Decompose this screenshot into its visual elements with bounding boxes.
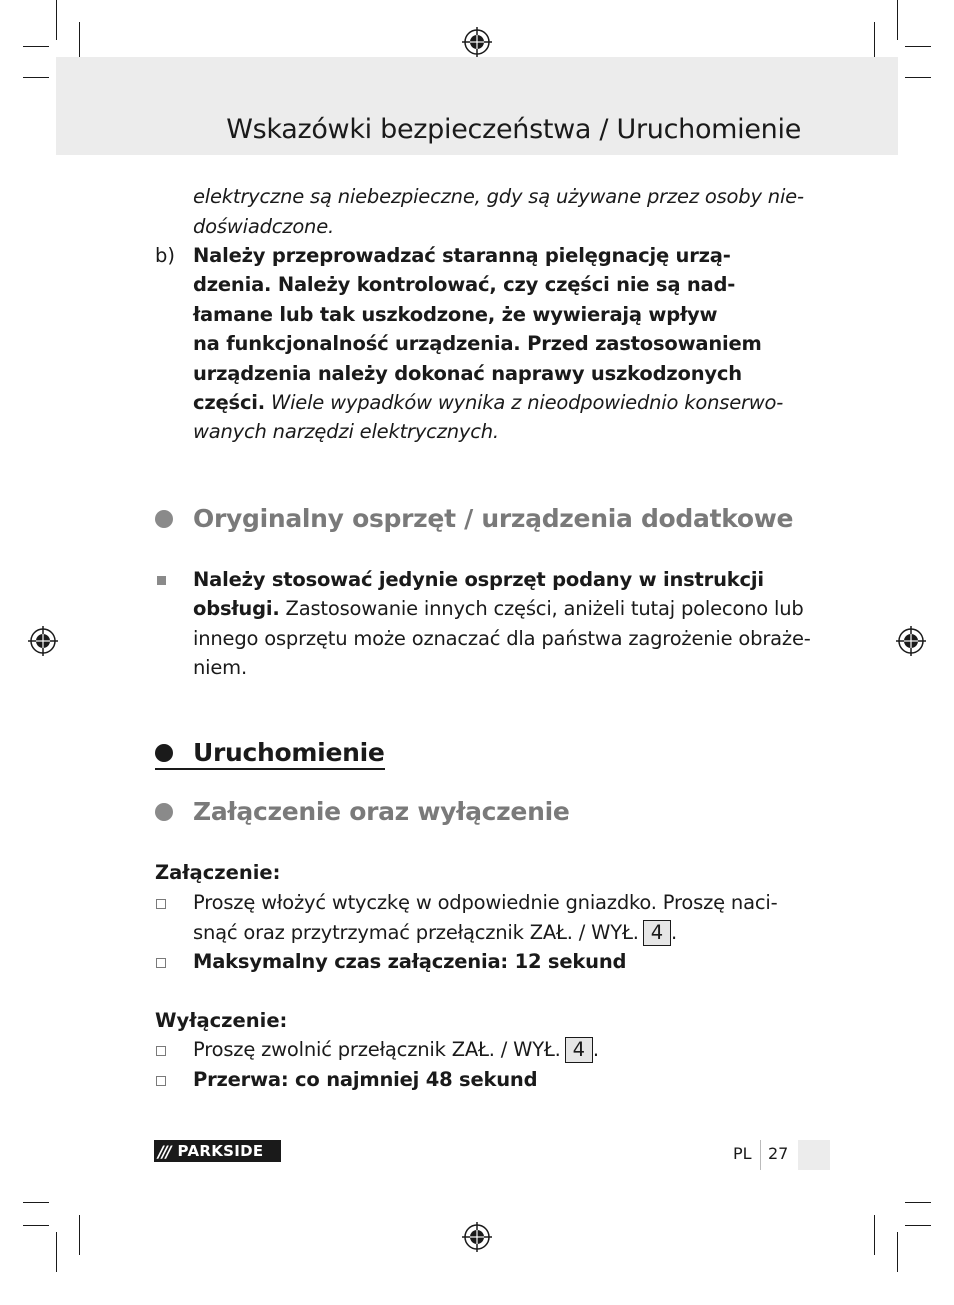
section1-line — [193, 594, 804, 624]
subsection-title: Wyłączenie: — [155, 1009, 288, 1032]
footer-divider — [760, 1140, 761, 1170]
registration-mark-icon — [896, 626, 926, 656]
checkbox-bullet-icon — [156, 1046, 166, 1056]
section-heading: Załączenie oraz wyłączenie — [193, 797, 570, 826]
crop-mark — [23, 77, 49, 78]
page-number: 27 — [768, 1144, 789, 1163]
crop-mark — [79, 1215, 80, 1255]
section1-line: innego osprzętu może oznaczać dla państwa zagrożenie obraże- — [193, 627, 811, 650]
off-item-line: Przerwa: co najmniej 48 sekund — [193, 1068, 538, 1091]
page-title: Wskazówki bezpieczeństwa / Uruchomienie — [226, 114, 801, 145]
section-heading: Uruchomienie — [193, 738, 385, 767]
checkbox-bullet-icon — [156, 1076, 166, 1086]
registration-mark-icon — [462, 1222, 492, 1252]
item-b-line: łamane lub tak uszkodzone, że wywierają wpływ — [193, 303, 718, 326]
crop-mark — [897, 0, 898, 40]
crop-mark — [905, 1202, 931, 1203]
section-heading: Oryginalny osprzęt / urządzenia dodatkowe — [193, 504, 794, 533]
off-item-text: Proszę zwolnić przełącznik ZAŁ. / WYŁ. — [193, 1038, 561, 1061]
off-item-end: . — [592, 1038, 599, 1061]
section1-normal: Zastosowanie innych części, aniżeli tutaj polecono lub — [279, 597, 804, 620]
footer-tab — [798, 1140, 830, 1170]
square-bullet-icon — [157, 576, 166, 585]
item-b-line: wanych narzędzi elektrycznych. — [193, 420, 499, 443]
crop-mark — [874, 1215, 875, 1255]
checkbox-bullet-icon — [156, 899, 166, 909]
crop-mark — [905, 1225, 931, 1226]
registration-mark-icon — [28, 626, 58, 656]
item-b-line: dzenia. Należy kontrolować, czy części nie są nad- — [193, 273, 736, 296]
crop-mark — [23, 1225, 49, 1226]
crop-mark — [56, 1232, 57, 1272]
crop-mark — [905, 77, 931, 78]
continuation-line: doświadczone. — [193, 215, 335, 238]
item-b-line: Należy przeprowadzać staranną pielęgnację urzą- — [193, 244, 731, 267]
crop-mark — [897, 1232, 898, 1272]
on-item-line — [193, 918, 677, 948]
item-b-line: urządzenia należy dokonać naprawy uszkodzonych — [193, 362, 742, 385]
section-bullet-icon — [155, 803, 173, 821]
crop-mark — [905, 46, 931, 47]
on-item-text: snąć oraz przytrzymać przełącznik ZAŁ. / WYŁ. — [193, 921, 639, 944]
crop-mark — [79, 22, 80, 62]
list-marker: b) — [155, 244, 175, 267]
language-code: PL — [733, 1144, 752, 1163]
heading-underline — [155, 768, 385, 770]
off-item-line — [193, 1035, 599, 1065]
subsection-title: Załączenie: — [155, 861, 281, 884]
crop-mark — [23, 1202, 49, 1203]
section-bullet-icon — [155, 744, 173, 762]
item-b-bold: części. — [193, 391, 265, 414]
item-b-line: na funkcjonalność urządzenia. Przed zastosowaniem — [193, 332, 762, 355]
logo-brand: PARKSIDE — [177, 1142, 264, 1160]
checkbox-bullet-icon — [156, 958, 166, 968]
reference-box: 4 — [643, 920, 671, 946]
section1-bold: obsługi. — [193, 597, 280, 620]
continuation-line: elektryczne są niebezpieczne, gdy są używane przez osoby nie- — [193, 185, 804, 208]
registration-mark-icon — [462, 27, 492, 57]
item-b-italic: Wiele wypadków wynika z nieodpowiednio konserwo- — [265, 391, 784, 414]
on-item-line: Maksymalny czas załączenia: 12 sekund — [193, 950, 627, 973]
logo-stripes: /// — [158, 1141, 170, 1161]
reference-box: 4 — [565, 1037, 593, 1063]
section1-line: Należy stosować jedynie osprzęt podany w instrukcji — [193, 568, 764, 591]
crop-mark — [874, 22, 875, 62]
crop-mark — [56, 0, 57, 40]
on-item-end: . — [670, 921, 677, 944]
section-bullet-icon — [155, 510, 173, 528]
item-b-line — [193, 388, 783, 418]
on-item-line: Proszę włożyć wtyczkę w odpowiednie gniazdko. Proszę naci- — [193, 891, 778, 914]
parkside-logo — [154, 1140, 281, 1162]
crop-mark — [23, 46, 49, 47]
section1-line: niem. — [193, 656, 247, 679]
